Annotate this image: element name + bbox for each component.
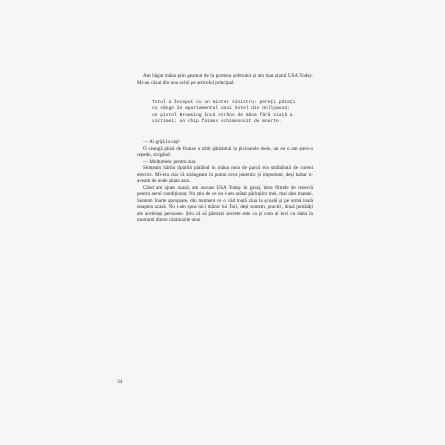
page-number: 34 (117, 379, 123, 385)
text-column (137, 73, 313, 224)
newspaper-excerpt: Totul a început cu un mister sinistru: pereți pătați cu sânge în apartamentul unui hotel din Hollywood; un pistol Browning încă strâns de mâna fără viață a victimei; un chip faimos schimonosit de moarte. (152, 100, 296, 124)
paragraph: — Ai grijă la cap! (143, 139, 180, 146)
paragraph-intro: Am băgat mâna prin geamul de la portiera șoferului și am luat ziarul USA Today. Mi-au căzut din nou ochii pe articolul principal. (137, 73, 313, 86)
paragraph: — Mulțumesc pentru ziar. (143, 158, 197, 165)
paragraph: O ceangă plină de frunze a izbit pământul la picioarele mele, iar eu o am șters-o repede, strigând: (137, 145, 313, 159)
paragraph: Când am ajuns acasă, am ascuns USA Today în garaj, între filtrele de rezervă pentru aerul condiționat. Nu știu de ce nu l-am arătat părinților mei, mai ales mamei. Suntem foarte apropiate, din moment ce o văd toată ziua la școală și pe urmă toată noaptea acasă. Nu i-am spus nici măcar lui Tori, deși suntem, practic, două jumătăți ale aceleiași persoane. Știu că să păstrezi secrete este ca și cum ai lovi cu dalta în mortarul dintre cărămizile unui (137, 184, 313, 224)
paragraph: Simțeam hârtia tipărită pârâind în mâna mea de parcă era străbătută de curent electric. Mi-era clar că strângeam în pumn ceva puternic și important, deși habar n-aveam de unde știam asta. (137, 165, 313, 185)
